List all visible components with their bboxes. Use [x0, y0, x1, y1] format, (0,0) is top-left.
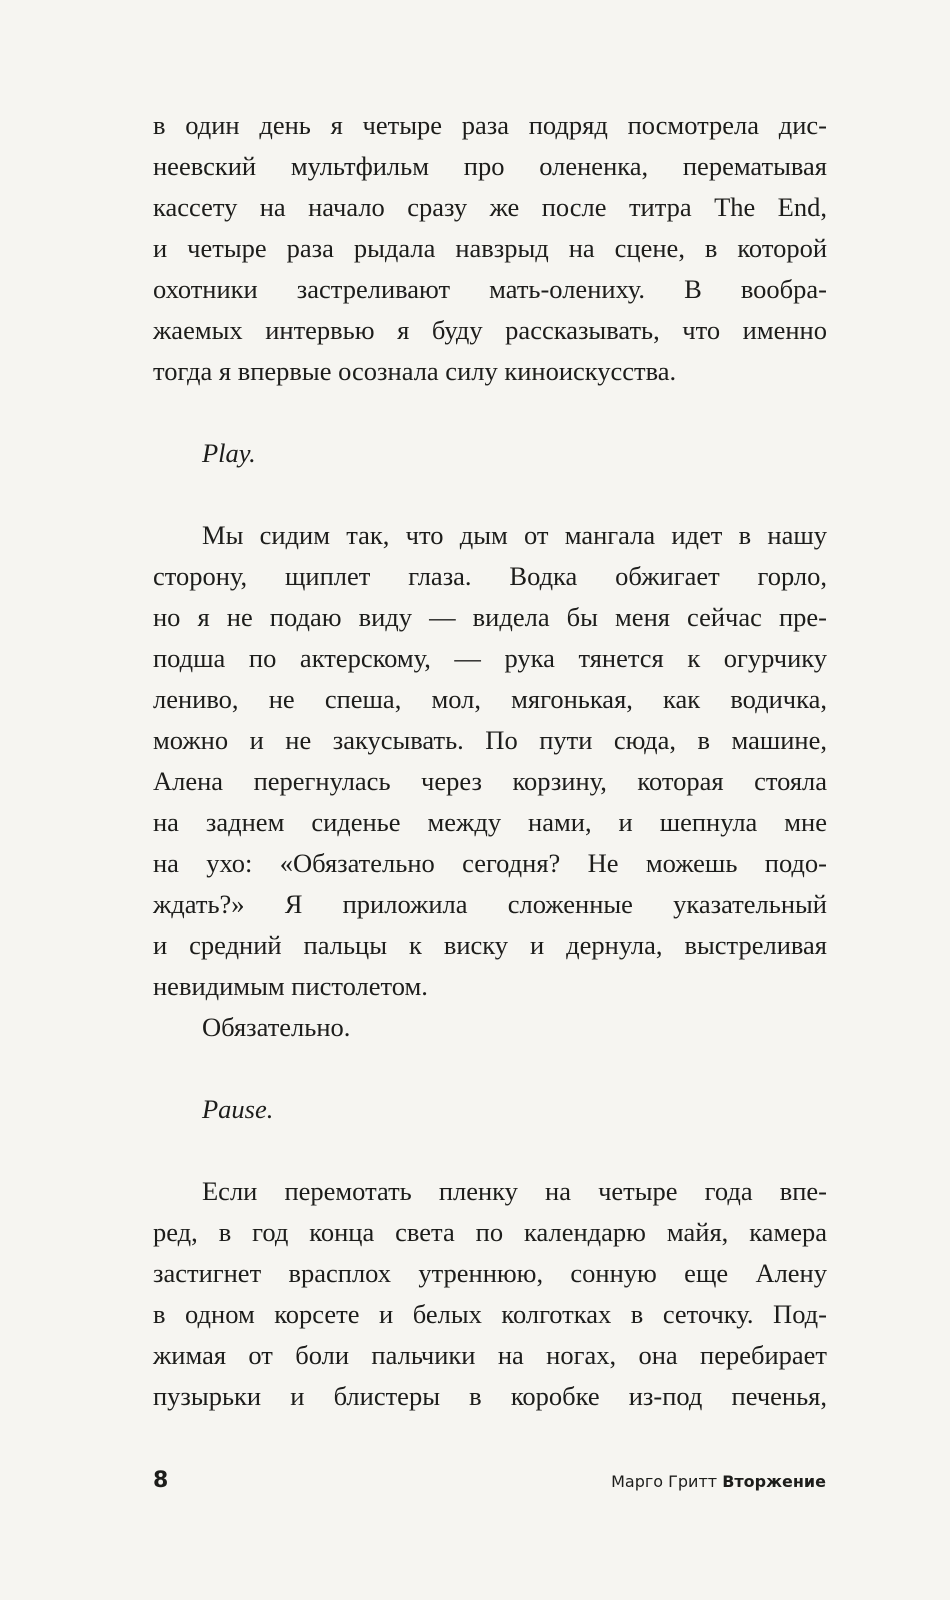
text-line: Если перемотать пленку на четыре года впе-	[202, 1176, 827, 1206]
text-line: кассету на начало сразу же после титра The End,	[153, 192, 827, 222]
text-line: застигнет врасплох утреннюю, сонную еще Алену	[153, 1258, 827, 1288]
text-line: подша по актерскому, — рука тянется к огурчику	[153, 643, 827, 673]
text-line: Play.	[202, 438, 256, 468]
text-line: сторону, щиплет глаза. Водка обжигает горло,	[153, 561, 827, 591]
blank-line	[153, 1130, 827, 1171]
text-line: тогда я впервые осознала силу киноискусства.	[153, 356, 677, 386]
text-line: в одном корсете и белых колготках в сеточку. Под-	[153, 1299, 827, 1329]
text-line: лениво, не спеша, мол, мягонькая, как водичка,	[153, 684, 827, 714]
text-line: Алена перегнулась через корзину, которая стояла	[153, 766, 827, 796]
page-body-text	[153, 105, 827, 1417]
text-line: пузырьки и блистеры в коробке из-под печенья,	[153, 1381, 827, 1411]
text-line: на ухо: «Обязательно сегодня? Не можешь подо-	[153, 848, 827, 878]
text-line: можно и не закусывать. По пути сюда, в машине,	[153, 725, 827, 755]
blank-line	[153, 392, 827, 433]
text-line: и четыре раза рыдала навзрыд на сцене, в которой	[153, 233, 827, 263]
text-line: жаемых интервью я буду рассказывать, что именно	[153, 315, 827, 345]
footer-book-title: Вторжение	[722, 1472, 826, 1491]
footer-author: Марго Гритт	[611, 1472, 718, 1491]
text-line: на заднем сиденье между нами, и шепнула мне	[153, 807, 827, 837]
text-line: Мы сидим так, что дым от мангала идет в нашу	[202, 520, 827, 550]
text-line: неевский мультфильм про олененка, перематывая	[153, 151, 827, 181]
page-number: 8	[153, 1468, 169, 1493]
text-line: в один день я четыре раза подряд посмотрела дис-	[153, 110, 827, 140]
text-line: Обязательно.	[202, 1012, 351, 1042]
text-line: охотники застреливают мать-олениху. В вообра-	[153, 274, 827, 304]
text-line: ждать?» Я приложила сложенные указательный	[153, 889, 827, 919]
text-line: и средний пальцы к виску и дернула, выстреливая	[153, 930, 827, 960]
text-line: но я не подаю виду — видела бы меня сейчас пре-	[153, 602, 827, 632]
blank-line	[153, 1048, 827, 1089]
text-line: ред, в год конца света по календарю майя, камера	[153, 1217, 827, 1247]
blank-line	[153, 474, 827, 515]
text-line: жимая от боли пальчики на ногах, она перебирает	[153, 1340, 827, 1370]
text-line: невидимым пистолетом.	[153, 971, 428, 1001]
running-footer	[611, 1472, 826, 1491]
text-line: Pause.	[202, 1094, 274, 1124]
